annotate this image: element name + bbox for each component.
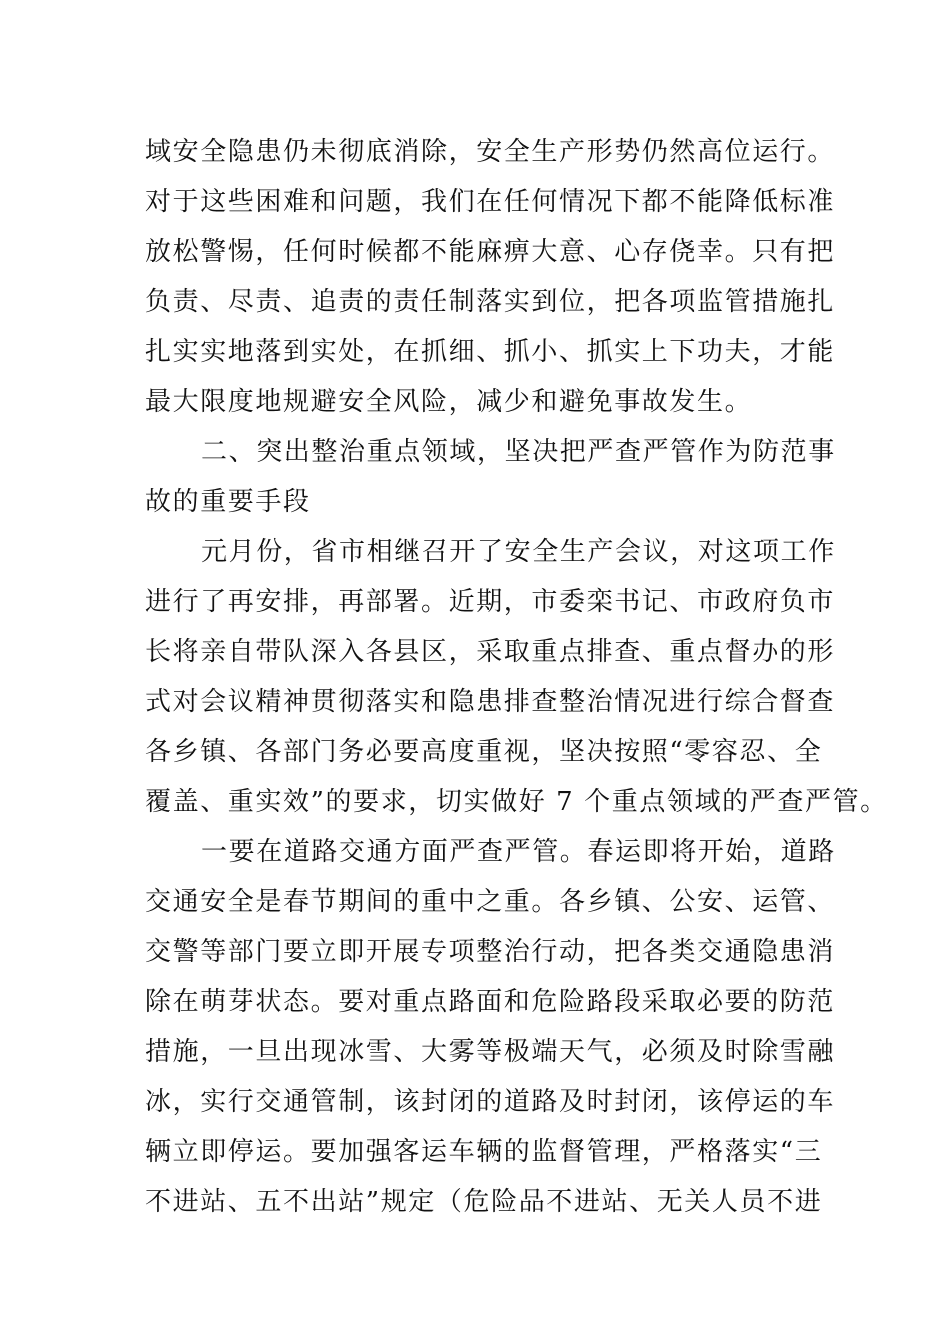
text-line: 对于这些困难和问题，我们在任何情况下都不能降低标准	[145, 187, 836, 217]
text-line: 最大限度地规避安全风险，减少和避免事故发生。	[145, 387, 753, 417]
section-heading-continuation: 故的重要手段	[145, 487, 311, 517]
text-line: 各乡镇、各部门务必要高度重视，坚决按照“零容忍、全	[145, 737, 823, 767]
text-line: 进行了再安排，再部署。近期，市委栾书记、市政府负市	[145, 587, 836, 617]
paragraph-start-line: 元月份，省市相继召开了安全生产会议，对这项工作	[201, 537, 836, 567]
text-line: 式对会议精神贯彻落实和隐患排查整治情况进行综合督查	[145, 687, 836, 717]
text-line: 措施，一旦出现冰雪、大雾等极端天气，必须及时除雪融	[145, 1037, 836, 1067]
text-line: 扎实实地落到实处，在抓细、抓小、抓实上下功夫，才能	[145, 337, 836, 367]
paragraph-start-line: 一要在道路交通方面严查严管。春运即将开始，道路	[201, 837, 836, 867]
text-line: 辆立即停运。要加强客运车辆的监督管理，严格落实“三	[145, 1137, 823, 1167]
section-heading: 二、突出整治重点领域，坚决把严查严管作为防范事	[201, 437, 836, 467]
text-line: 域安全隐患仍未彻底消除，安全生产形势仍然高位运行。	[145, 137, 836, 167]
text-line: 覆盖、重实效”的要求，切实做好 7 个重点领域的严查严管。	[145, 787, 888, 817]
text-line: 冰，实行交通管制，该封闭的道路及时封闭，该停运的车	[145, 1087, 836, 1117]
text-line: 放松警惕，任何时候都不能麻痹大意、心存侥幸。只有把	[145, 237, 836, 267]
text-line: 不进站、五不出站”规定（危险品不进站、无关人员不进	[145, 1187, 823, 1217]
text-line: 负责、尽责、追责的责任制落实到位，把各项监管措施扎	[145, 287, 836, 317]
text-line: 除在萌芽状态。要对重点路面和危险路段采取必要的防范	[145, 987, 836, 1017]
text-line: 交警等部门要立即开展专项整治行动，把各类交通隐患消	[145, 937, 836, 967]
text-line: 长将亲自带队深入各县区，采取重点排查、重点督办的形	[145, 637, 836, 667]
text-line: 交通安全是春节期间的重中之重。各乡镇、公安、运管、	[145, 887, 836, 917]
body-text	[145, 127, 888, 1227]
